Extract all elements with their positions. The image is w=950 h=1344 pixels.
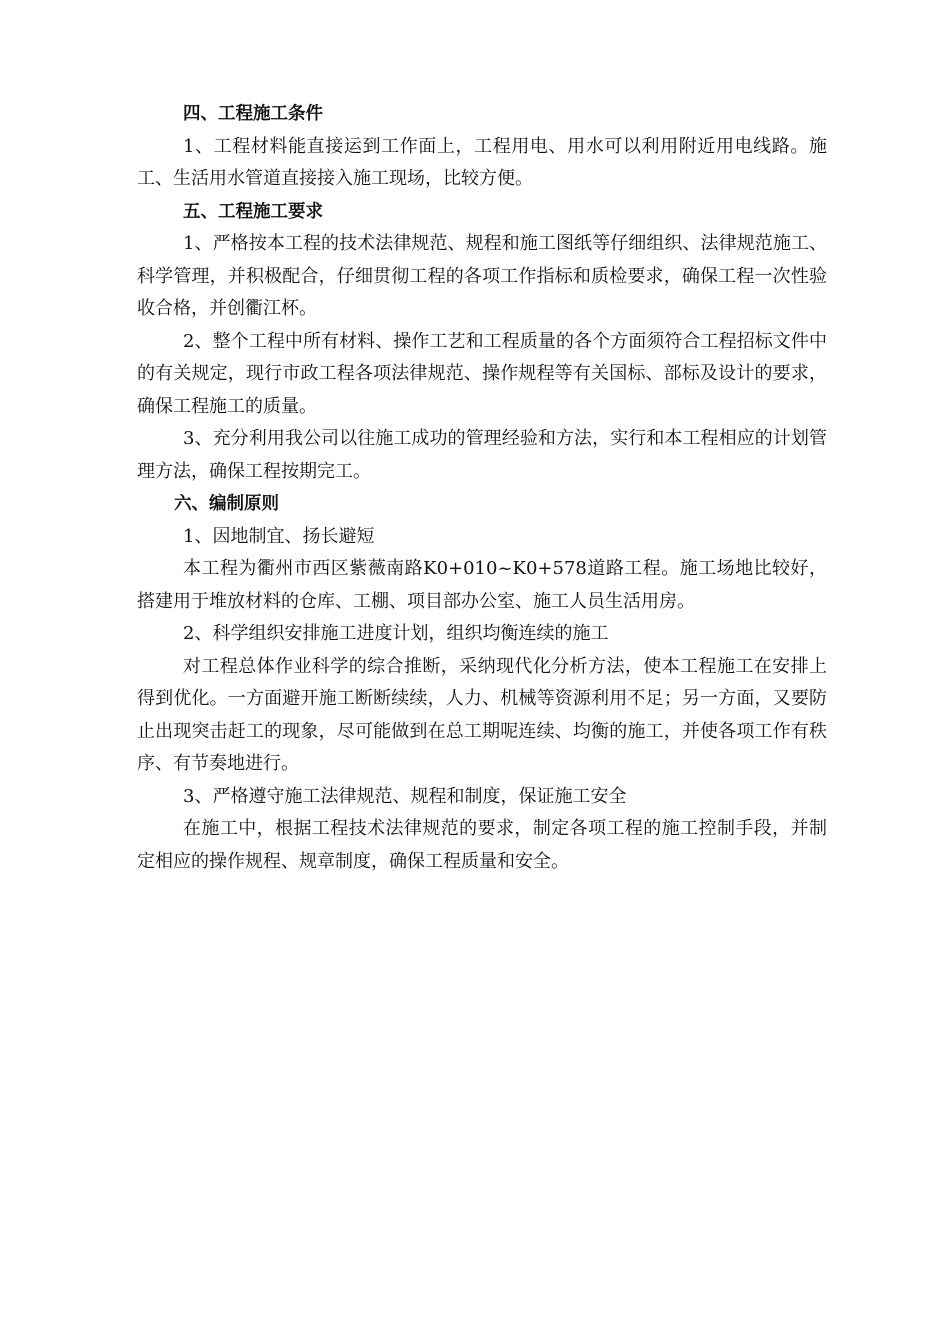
section-heading-principles: 六、编制原则	[174, 494, 279, 514]
paragraph: 1、工程材料能直接运到工作面上，工程用电、用水可以利用附近用电线路。施工、生活用水管道直接接入施工现场，比较方便。	[137, 135, 827, 189]
paragraph: 3、严格遵守施工法律规范、规程和制度，保证施工安全	[183, 785, 627, 807]
paragraph: 本工程为衢州市西区紫薇南路K0+010~K0+578道路工程。施工场地比较好，搭建用于堆放材料的仓库、工棚、项目部办公室、施工人员生活用房。	[137, 558, 827, 612]
section-heading-conditions: 四、工程施工条件	[183, 104, 323, 124]
paragraph: 3、充分利用我公司以往施工成功的管理经验和方法，实行和本工程相应的计划管理方法，确保工程按期完工。	[137, 428, 827, 482]
document-body	[137, 98, 827, 878]
paragraph: 2、科学组织安排施工进度计划，组织均衡连续的施工	[183, 623, 609, 644]
paragraph: 在施工中，根据工程技术法律规范的要求，制定各项工程的施工控制手段，并制定相应的操作规程、规章制度，确保工程质量和安全。	[137, 818, 827, 872]
paragraph: 1、严格按本工程的技术法律规范、规程和施工图纸等仔细组织、法律规范施工、科学管理，并积极配合，仔细贯彻工程的各项工作指标和质检要求，确保工程一次性验收合格，并创衢江杯。	[137, 233, 827, 319]
paragraph: 2、整个工程中所有材料、操作工艺和工程质量的各个方面须符合工程招标文件中的有关规定，现行市政工程各项法律规范、操作规程等有关国标、部标及设计的要求，确保工程施工的质量。	[137, 330, 827, 417]
section-heading-requirements: 五、工程施工要求	[183, 201, 323, 222]
paragraph: 1、因地制宜、扬长避短	[183, 525, 375, 547]
paragraph: 对工程总体作业科学的综合推断，采纳现代化分析方法，使本工程施工在安排上得到优化。一方面避开施工断断续续，人力、机械等资源利用不足；另一方面，又要防止出现突击赶工的现象，尽可能做到在总工期呢连续、均衡的施工，并使各项工作有秩序、有节奏地进行。	[137, 655, 827, 774]
